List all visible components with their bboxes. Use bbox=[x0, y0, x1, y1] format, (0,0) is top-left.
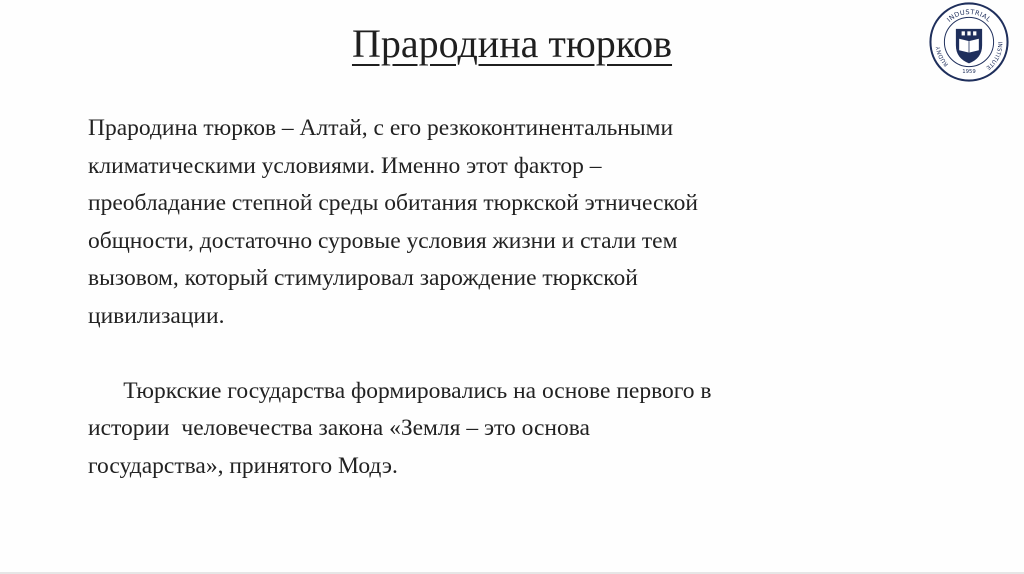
logo-top-text: INDUSTRIAL bbox=[945, 8, 993, 24]
text-line: климатическими условиями. Именно этот фактор – bbox=[88, 152, 602, 179]
logo-right-text: INSTITUTE bbox=[984, 41, 1003, 71]
paragraph-altai bbox=[88, 110, 928, 335]
text-line: общности, достаточно суровые условия жизни и стали тем bbox=[88, 227, 678, 254]
text-line: истории человечества закона «Земля – это основа bbox=[88, 415, 590, 441]
slide-body bbox=[88, 110, 928, 523]
slide-title: Прародина тюрков bbox=[351, 21, 673, 66]
university-seal-icon bbox=[928, 1, 1010, 83]
text-line: преобладание степной среды обитания тюркской этнической bbox=[88, 190, 698, 216]
text-line: вызовом, который стимулировал зарождение тюркской bbox=[88, 265, 638, 291]
logo-year: 1959 bbox=[962, 69, 976, 76]
text-line: Прародина тюрков – Алтай, с его резкоконтинентальными bbox=[88, 115, 674, 141]
text-line: цивилизации. bbox=[88, 302, 225, 329]
text-line: государства», принятого Модэ. bbox=[88, 452, 398, 479]
text-line: Тюркские государства формировались на основе первого в bbox=[123, 377, 712, 404]
logo-left-text: RUDNY bbox=[935, 45, 951, 68]
paragraph-turkic-states bbox=[88, 335, 928, 523]
